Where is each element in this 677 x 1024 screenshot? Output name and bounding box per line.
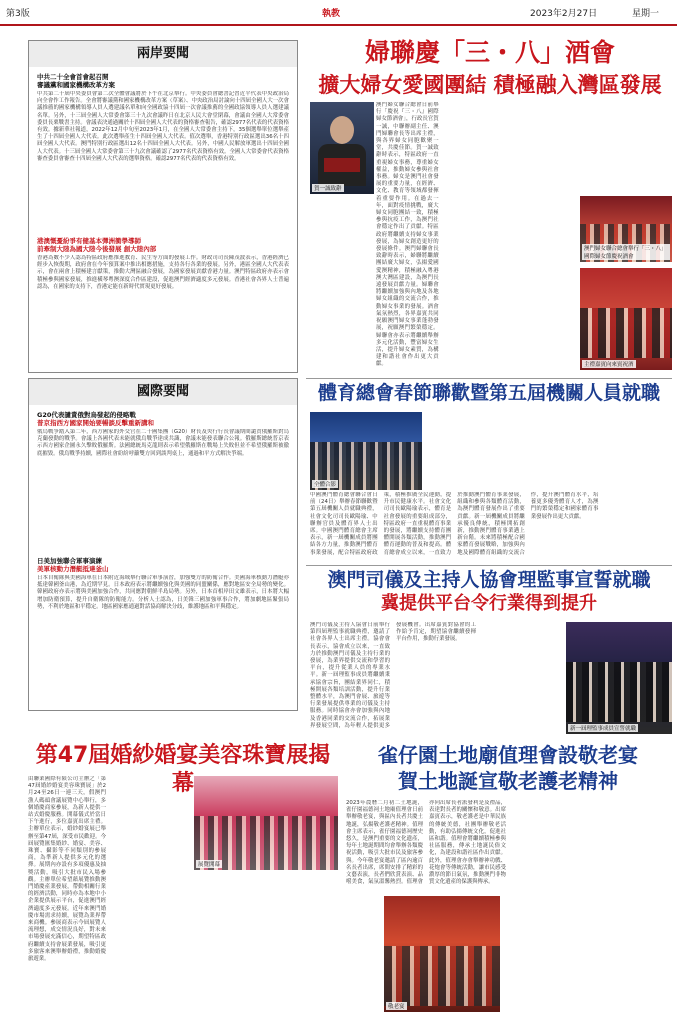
toast-photo (580, 268, 672, 370)
issue-date: 2023年2月27日 (530, 9, 598, 19)
banquet-photo (384, 896, 500, 1012)
lead-headline: 婦聯慶「三・八」酒會 (364, 38, 615, 67)
newspaper-logo: 執教 (322, 9, 341, 19)
group-photo (310, 412, 422, 490)
article-headline: 日美加強聯合軍事演練 (37, 557, 102, 565)
cross-strait-news-box (28, 40, 298, 373)
photo-caption: 新一屆理監事成員宣誓就職 (570, 726, 637, 732)
page-header (0, 0, 677, 26)
photo-caption: 全體合影 (314, 482, 337, 488)
lead-article-body-cont (580, 102, 670, 192)
article-headline: 中共二十全會首會起召開 (37, 73, 109, 81)
photo-caption: 展覽開幕 (198, 862, 221, 868)
photo-caption: 澳門婦女聯合總會舉行「三・八」國際婦女節慶祝酒會 (582, 244, 670, 260)
emcee-article-body: 澳門司儀及主持人協會日前舉行第四屆理監事就職典禮，邀請了社會各界人士出席主禮。協會會長表示，協會成立以來，一直致力於推動澳門司儀及主持行業的發展，為業界提供交流和學習的平台，提升從業人員的專業水平。新一屆理監事成員將繼續秉承協會宗旨，團結業界同仁，積極開展各類培訓活動，提升行業整體水平，為澳門會展、旅遊等行業發展提供專業的司儀及主持服務。同時協會亦會加強與內地及香港同業的交流合作，拓展業界發展空間，為年輕人提供更多發展機會。出席嘉賓對協會的工作給予肯定，期望協會繼續發揮平台作用，推動行業發展。 (310, 622, 476, 729)
emcee-headline: 澳門司儀及主持人協會理監事宣誓就職 (327, 569, 651, 591)
international-news-box (28, 378, 298, 711)
article-body: 俄烏戰爭踏入第二年，西方國家的外交官在二十國集團（G20）財長及央行行長會議期間譴責俄羅斯對烏克蘭發動的戰爭。會議上各國代表未能就俄烏戰爭達成共識，會議未能發表聯合公報。俄羅斯總統普京表示西方國家企圖永久擊敗俄羅斯。法國總統馬克龍則表示希望俄羅斯在戰場上失敗但並不希望俄羅斯被徹底摧毀。俄烏戰爭持續，國際社會紛紛呼籲雙方回到談判桌上，通過和平方式解決爭端。 (37, 429, 289, 457)
article-subheadline: 前牽制大陸為國大陸今後發展 創大陸內部 (37, 245, 157, 253)
page-number: 第3版 (6, 9, 30, 19)
lead-article-body: 澳門婦女聯合總會日前舉行「慶祝『三・八』國際婦女節酒會」，行政長官賀一誠，中聯辦副主任、澳門婦聯會長等出席主禮，與各界婦女同胞歡聚一堂，共慶佳節。賀一誠致辭時表示，特區政府一直重視婦女事務，尊重婦女權益，推動婦女參與社會事務。婦女是澳門社會發展的重要力量，在經濟、文化、教育等領域都發揮着重要作用。在過去一年，面對疫情挑戰，廣大婦女同胞團結一致，積極參與抗疫工作，為澳門社會穩定作出了貢獻。特區政府將繼續支持婦女事業發展，為婦女創造更好的發展條件。澳門婦聯會長致辭時表示，婦聯將繼續團結廣大婦女，弘揚愛國愛澳精神，積極融入粵港澳大灣區建設，為澳門長遠發展貢獻力量。婦聯會將繼續加強與內地及各地婦女組織的交流合作，推動婦女事業的發展。酒會氣氛熱烈，各界嘉賓共同祝願澳門婦女事業蓬勃發展，祝願澳門繁榮穩定。婦聯會亦表示將繼續舉辦多元化活動，豐富婦女生活，提升婦女素質，為構建和諧社會作出更大貢獻。 (376, 102, 439, 368)
lead-subheadline: 擴大婦女愛國團結 積極融入灣區發展 (318, 73, 662, 97)
section-title: 國際要聞 (29, 379, 297, 405)
photo-caption: 賀一誠致辭 (314, 186, 342, 192)
article-body: 日本自衛隊與美國海軍在日本附近海域舉行聯合軍事演習，加強雙方的防衛合作。美國海軍核動力潛艇亦抵達韓國釜山港，為近期罕見。日本政府表示將繼續強化與美國的同盟關係，應對地區安全局勢的變化。韓國政府亦表示將與美國加強合作，共同應對朝鮮半島局勢。另外，日本首相岸田文雄表示，日本將大幅增加防衛預算，提升自衛隊的防衛能力。分析人士認為，日美韓三國加強軍事合作，將加劇地區緊張局勢，不利於地區和平穩定。地區國家應通過對話協商解決分歧，維護地區和平與穩定。 (37, 575, 289, 610)
divider (306, 565, 672, 566)
sports-headline: 體育總會春節聯歡暨第五屆機關人員就職 (317, 382, 660, 404)
section-title: 兩岸要聞 (29, 41, 297, 67)
wedding-expo-body-cont (194, 874, 338, 1016)
speaker-photo (310, 102, 374, 194)
article-subheadline: 普京指西方國家開始要暢談反擊重新講和 (37, 419, 154, 427)
photo-caption: 敬老宴 (388, 1004, 405, 1010)
article-headline: 港澳慨憂紛爭有健基本彈洲衝學導師 (37, 237, 141, 245)
temple-article-body: 2023年農曆二月初二土地誕，雀仔園福德祠土地廟值理會日前舉辦敬老宴，與區內長者共慶土地誕，弘揚敬老護老精神。值理會主席表示，雀仔園福德祠歷史悠久，是澳門重要的文化遺產，每年土地誕期間均會舉辦各類慶祝活動，吸引大批市民及旅客參與。今年敬老宴邀請了區內逾百名長者出席，席間安排了精彩的文藝表演，長者們欣賞表演、品嚐美食，氣氛溫馨熱烈。值理會亦向出席長者派發利是及禮品，表達對長者的關懷和敬意。出席嘉賓表示，敬老護老是中華民族的傳統美德，社團舉辦敬老活動，有助弘揚傳統文化，促進社區和諧。值理會將繼續積極參與社區服務，傳承土地誕民俗文化，為建設和諧社區作出貢獻。此外，值理會亦會舉辦神功戲、花炮會等傳統活動，讓市民感受濃厚的節日氣氛，推動澳門非物質文化遺產的保護與傳承。 (346, 800, 506, 886)
temple-article-body-cont2 (504, 896, 672, 1014)
temple-headline: 雀仔園土地廟值理會設敬老宴 (378, 743, 638, 767)
temple-subheadline: 賀土地誕宣敬老護老精神 (398, 769, 618, 793)
oath-photo (566, 622, 672, 734)
article-headline: G20代表譴責俄對烏發起的侵略戰 (37, 411, 136, 419)
expo-opening-photo (194, 776, 338, 870)
event-photo-group (580, 196, 672, 262)
article-body: 香港為數不少人認為特區政府應推進教育、民生等方面的發展工作。財政司司長陳茂波表示，香港經濟已經步入恢復期，政府會在今年預算案中推出相應措施，支持各行各業的發展。另外，港區全國人大代表表示，會在兩會上積極建言獻策，推動大灣區融合發展，為國家發展貢獻香港力量。澳門特區政府亦表示會積極參與國家發展，推進橫琴粵澳深度合作區建設，促進澳門經濟適度多元發展。香港社會各界人士普遍認為，在國家的支持下，香港定能在新時代實現更好發展。 (37, 255, 289, 290)
sports-article-body: 中國澳門體育總會聯合會日前（24日）舉辦春節聯歡暨第五屆機關人員就職典禮，社會文化司司長歐陽瑜、中聯辦官員及體育界人士出席。中國澳門體育總會主席表示，新一屆機關成員將團結各方力量，推動澳門體育事業發展，配合特區政府政策，積極推廣全民運動，提升市民健康水平。社會文化司司長歐陽瑜表示，體育是社會發展的重要組成部分，特區政府一直重視體育事業的發展，將繼續支持體育團體開展各類活動，推動澳門體育運動的普及和提高。體育總會成立以來，一直致力於推動澳門體育事業發展，組織和參與各類體育活動，為澳門體育發展作出了重要貢獻。新一屆機關成員將繼承優良傳統，積極開拓創新，推動澳門體育事業邁上新台階。未來將積極配合國家體育發展戰略，加強與內地及國際體育組織的交流合作，提升澳門體育水平，培養更多優秀體育人才，為澳門的繁榮穩定和國家體育事業發展作出更大貢獻。 (310, 492, 599, 556)
emcee-subheadline: 冀提供平台令行業得到提升 (381, 593, 597, 614)
photo-caption: 主禮嘉賓向來賓祝酒 (584, 362, 634, 368)
temple-article-body-cont (346, 896, 380, 1014)
wedding-expo-body: 由聯業國際有限公司主辦之「第47屆婚紗婚宴美容珠寶展」於2月24至26日一連三天，假澳門漁人碼頭會議展覽中心舉行，多個婚慶商家參展，為新人提供一站式婚慶服務。開幕儀式於當日下午進行，多位嘉賓出席主禮。主辦單位表示，婚紗婚宴展已舉辦至第47屆，深受市民歡迎。今屆展覽匯集婚紗、婚宴、美容、珠寶、攝影等不同類別的參展商，為準新人提供多元化的選擇。展期內亦設有多項優惠及抽獎活動，吸引大批市民入場參觀。主辦單位希望藉展覽推動澳門婚慶產業發展，帶動相關行業的經濟活動，同時亦為本地中小企業提供展示平台，促進澳門經濟適度多元發展。近年來澳門婚慶市場需求持續，展覽為業界帶來商機。參展商表示今屆展覽人流理想，成交情況良好，對未來市場發展充滿信心，期望特區政府繼續支持會展業發展，吸引更多旅客來澳舉辦婚禮，推動婚慶旅遊業。 (28, 776, 106, 963)
divider (306, 378, 672, 379)
article-subheadline: 美軍核動力潛艇抵達釜山 (37, 565, 109, 573)
weekday: 星期一 (632, 9, 660, 19)
article-body: 中共第二十屆中央委員會第二次全體會議將於下午在北京舉行。中央委員會總書記習近平代表中央政治局向全會作工作報告。全會將審議黨和國家機構改革方案（草案）、中央政治局討論向十四屆全國人大一次會議推薦的國家機構領導人員人選建議名單和向全國政協十四屆一次會議推薦的全國政協領導人員人選建議名單。另外，十三屆全國人大常委會第三十九次會議昨日在北京人民大會堂閉幕，會議由全國人大常委會委員長栗戰書主持。會議表決通過關於十四屆全國人大代表的資格審查報告，確認2977名代表的代表資格有效。據新華社報道，2022年12月中旬至2023年1月，在全國人大常委會主持下，35個選舉單位選舉產生了十四屆全國人大代表。此次選舉產生十四屆全國人大代表。值次選舉，香港特別行政區選出36名十四屆全國人大代表。澳門特別行政區選出12名十四屆全國人大代表。另外，中國人民解放軍選出十四屆全國人大代表。十三屆全國人大常委會第三十九次會議確認了2977名代表資格有效。全國人大常委會代表資格審查委員會審查十四屆全國人大代表的選舉資格。確認2977名代表的代表資格有效。 (37, 91, 289, 162)
wedding-expo-headline: 第47屆婚紗婚宴美容珠寶展揭幕 (35, 743, 331, 796)
article-subheadline: 審議黨和國家機構改革方案 (37, 81, 115, 89)
